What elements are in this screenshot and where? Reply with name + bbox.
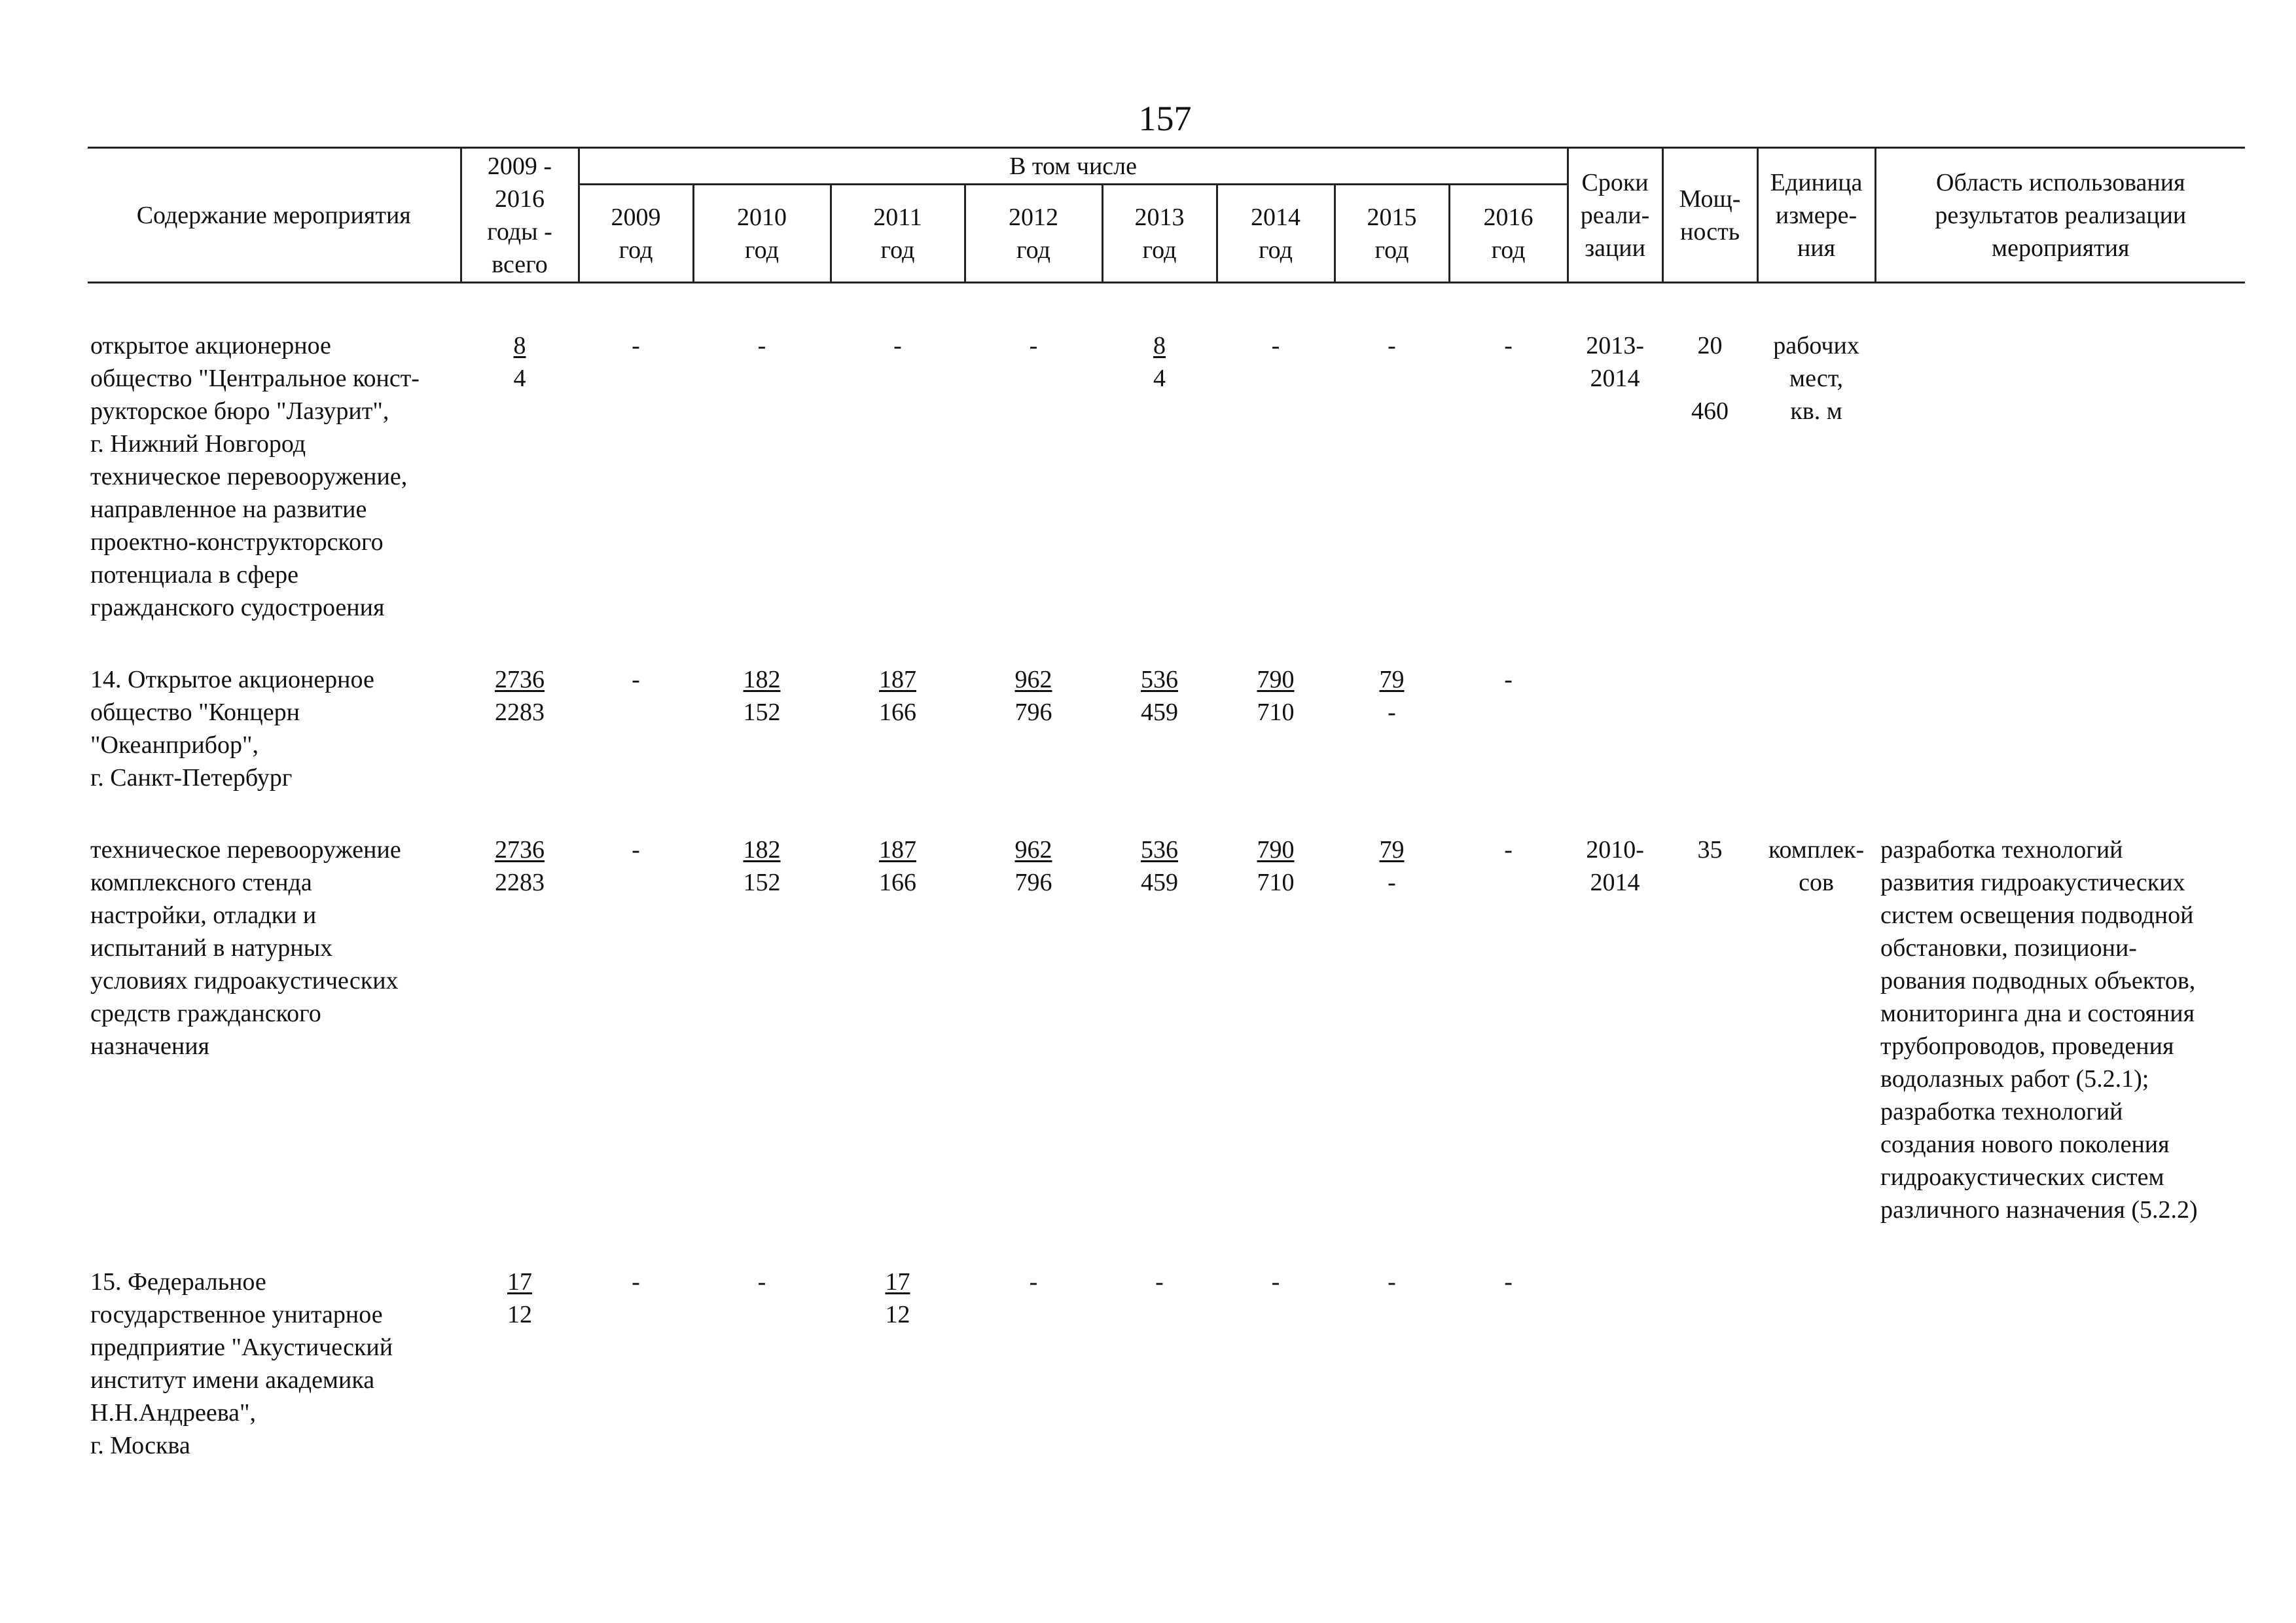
row-year-2016: - — [1504, 1268, 1513, 1296]
row-year-2011: 187 166 — [879, 836, 916, 896]
row-year-2011: 17 12 — [885, 1268, 910, 1328]
row-area — [1875, 663, 2245, 794]
row-year-2010: 182 152 — [743, 836, 781, 896]
row-unit — [1757, 663, 1875, 794]
header-area: Область использования результатов реализации мероприятия — [1875, 148, 2245, 283]
row-power — [1662, 663, 1757, 794]
row-power: 35 — [1697, 836, 1723, 864]
row-year-2014: 790 710 — [1257, 666, 1295, 726]
row-separator — [88, 283, 2245, 330]
row-total: 2736 2283 — [495, 666, 545, 726]
row-year-2010: - — [757, 1268, 766, 1296]
row-year-2010: - — [757, 332, 766, 359]
table-row — [88, 663, 2245, 794]
row-total: 17 12 — [507, 1268, 532, 1328]
row-year-2012: - — [1029, 1268, 1038, 1296]
header-terms: Сроки реали- зации — [1568, 148, 1662, 283]
row-year-2015: 79 - — [1379, 836, 1405, 896]
row-unit: рабочих мест, кв. м — [1773, 332, 1859, 425]
row-year-2011: 187 166 — [879, 666, 916, 726]
row-description: открытое акционерное общество "Центральное конст- рукторское бюро "Лазурит", г. Нижний Новгород техническое перевооружение, направленное на развитие проектно-конструкторского потенциала в сфере гражданского судостроения — [90, 332, 420, 621]
row-year-2015: - — [1388, 1268, 1396, 1296]
table-row — [88, 1266, 2245, 1462]
row-description: 14. Открытое акционерное общество "Концерн "Океанприбор", г. Санкт-Петербург — [90, 666, 374, 792]
header-year-2012: 2012 год — [965, 185, 1102, 283]
row-year-2014: - — [1271, 1268, 1280, 1296]
header-content: Содержание мероприятия — [88, 148, 461, 283]
row-year-2012: 962 796 — [1014, 836, 1052, 896]
row-total: 8 4 — [513, 332, 526, 392]
row-year-2015: 79 - — [1379, 666, 1405, 726]
header-year-2011: 2011 год — [831, 185, 965, 283]
row-year-2012: 962 796 — [1014, 666, 1052, 726]
table-body — [88, 283, 2245, 1463]
table-row — [88, 329, 2245, 624]
row-year-2010: 182 152 — [743, 666, 781, 726]
row-year-2009: - — [632, 666, 640, 693]
header-year-2010: 2010 год — [693, 185, 831, 283]
row-year-2011: - — [893, 332, 902, 359]
table-row — [88, 833, 2245, 1226]
row-area — [1875, 1266, 2245, 1462]
row-year-2016: - — [1504, 332, 1513, 359]
row-year-2012: - — [1029, 332, 1038, 359]
header-year-2014: 2014 год — [1217, 185, 1335, 283]
row-unit — [1757, 1266, 1875, 1462]
row-year-2013: 536 459 — [1141, 666, 1178, 726]
row-year-2013: 536 459 — [1141, 836, 1178, 896]
row-separator — [88, 794, 2245, 833]
measures-table-wrapper — [88, 147, 2245, 1462]
header-total: 2009 - 2016 годы - всего — [461, 148, 579, 283]
row-description: техническое перевооружение комплексного стенда настройки, отладки и испытаний в натурных условиях гидроакустических средств гражданского назначения — [90, 836, 401, 1060]
row-year-2016: - — [1504, 836, 1513, 864]
row-year-2013: 8 4 — [1153, 332, 1166, 392]
row-year-2016: - — [1504, 666, 1513, 693]
header-year-2015: 2015 год — [1335, 185, 1449, 283]
header-power: Мощ- ность — [1662, 148, 1757, 283]
row-power: 20 460 — [1691, 332, 1729, 425]
row-year-2014: - — [1271, 332, 1280, 359]
row-separator — [88, 624, 2245, 663]
header-year-2009: 2009 год — [579, 185, 693, 283]
row-total: 2736 2283 — [495, 836, 545, 896]
row-year-2009: - — [632, 332, 640, 359]
row-separator — [88, 1226, 2245, 1266]
header-year-2016: 2016 год — [1449, 185, 1568, 283]
row-year-2013: - — [1155, 1268, 1164, 1296]
row-terms: 2013- 2014 — [1586, 332, 1644, 392]
row-terms — [1568, 663, 1662, 794]
page-number: 157 — [1138, 99, 1192, 138]
row-terms: 2010- 2014 — [1586, 836, 1644, 896]
header-year-2013: 2013 год — [1102, 185, 1217, 283]
row-terms — [1568, 1266, 1662, 1462]
row-description: 15. Федеральное государственное унитарное предприятие "Акустический институт имени академика Н.Н.Андреева", г. Москва — [90, 1268, 393, 1459]
measures-table — [88, 147, 2245, 1462]
row-area — [1875, 329, 2245, 624]
row-year-2009: - — [632, 1268, 640, 1296]
row-year-2014: 790 710 — [1257, 836, 1295, 896]
header-including: В том числе — [579, 148, 1568, 185]
row-year-2009: - — [632, 836, 640, 864]
row-year-2015: - — [1388, 332, 1396, 359]
row-area: разработка технологий развития гидроакустических систем освещения подводной обстановки, позициони- рования подводных объектов, мониторинга дна и состояния трубопроводов, проведения водолазных работ (5.2.1); разработка технологий создания нового поколения гидроакустических систем различного назначения (5.2.2) — [1880, 836, 2198, 1224]
row-power — [1662, 1266, 1757, 1462]
table-header — [88, 148, 2245, 283]
header-unit: Единица измере- ния — [1757, 148, 1875, 283]
row-unit: комплек- сов — [1768, 836, 1865, 896]
